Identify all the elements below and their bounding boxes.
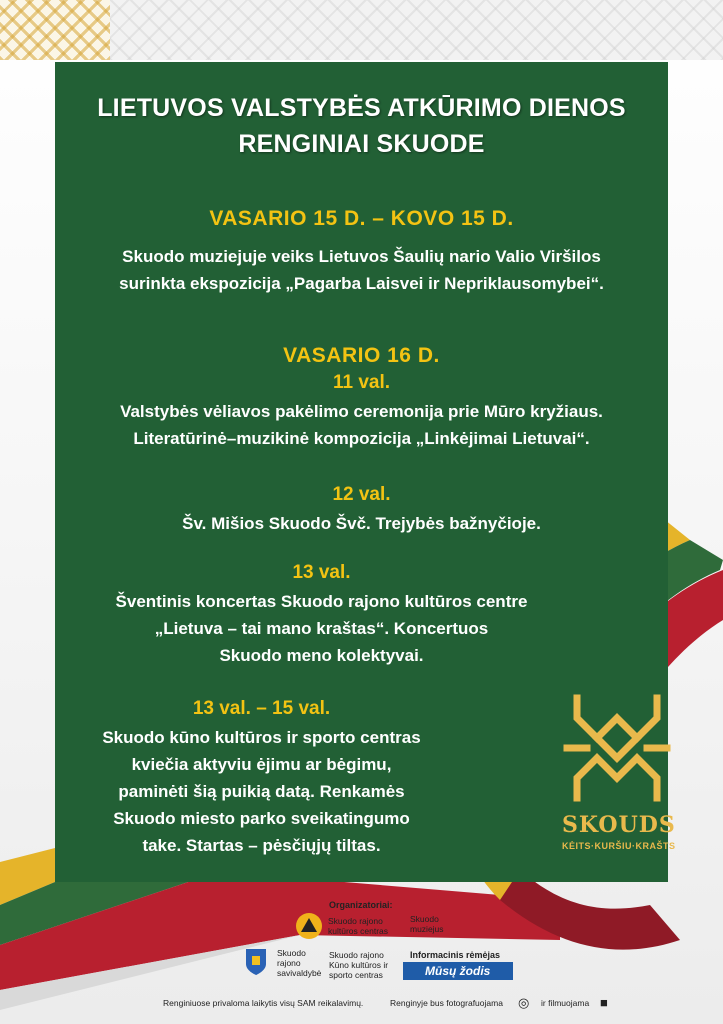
municipality-coat-icon bbox=[245, 948, 267, 976]
time-12: 12 val. bbox=[332, 484, 391, 505]
period-line2: surinkta ekspozicija „Pagarba Laisvei ir Nepriklausomybei“. bbox=[119, 274, 604, 293]
day-date: VASARIO 16 D. bbox=[283, 344, 440, 367]
period-line1: Skuodo muziejuje veiks Lietuvos Šaulių nario Valio Viršilos bbox=[122, 247, 601, 266]
footer-film-note: ir filmuojama bbox=[541, 998, 590, 1008]
t4-line5: take. Startas – pėsčiųjų tiltas. bbox=[142, 836, 381, 855]
municipality-label: Skuodo rajono savivaldybė bbox=[277, 948, 322, 978]
t3-line3: Skuodo meno kolektyvai. bbox=[219, 646, 424, 665]
skuods-logo bbox=[562, 688, 676, 878]
t1-line2: Literatūrinė–muzikinė kompozicija „Linkėjimai Lietuvai“. bbox=[133, 429, 590, 448]
culture-center-icon bbox=[295, 912, 323, 940]
ornament-logo-icon bbox=[562, 688, 672, 808]
video-camera-icon: ■ bbox=[600, 995, 608, 1010]
time-13: 13 val. bbox=[292, 562, 351, 583]
t4-line3: paminėti šią puikią datą. Renkamės bbox=[118, 782, 405, 801]
period-date: VASARIO 15 D. – KOVO 15 D. bbox=[209, 207, 514, 230]
event-day bbox=[55, 342, 668, 452]
museum-label: Skuodo muziejus bbox=[410, 914, 444, 934]
t4-line2: kviečia aktyviu ėjimu ar bėgimu, bbox=[131, 755, 392, 774]
time-13-15: 13 val. – 15 val. bbox=[192, 698, 331, 719]
musu-zodis-logo: Mūsų žodis bbox=[403, 962, 513, 980]
camera-icon: ◎ bbox=[518, 995, 530, 1010]
culture-center-label: Skuodo rajono kultūros centras bbox=[328, 916, 388, 936]
t1-line1: Valstybės vėliavos pakėlimo ceremonija prie Mūro kryžiaus. bbox=[120, 402, 603, 421]
organizers-heading: Organizatoriai: bbox=[329, 900, 393, 910]
page-title-line1: LIETUVOS VALSTYBĖS ATKŪRIMO DIENOS bbox=[97, 94, 626, 122]
t2-line1: Šv. Mišios Skuodo Švč. Trejybės bažnyčioje. bbox=[182, 514, 541, 533]
footer-photo-note: Renginyje bus fotografuojama bbox=[390, 998, 503, 1008]
t4-line4: Skuodo miesto parko sveikatingumo bbox=[113, 809, 410, 828]
event-period bbox=[55, 205, 668, 297]
media-sponsor-heading: Informacinis rėmėjas bbox=[410, 950, 501, 960]
event-13 bbox=[15, 560, 628, 669]
event-13-15 bbox=[0, 696, 568, 859]
t4-line1: Skuodo kūno kultūros ir sporto centras bbox=[102, 728, 421, 747]
logo-name: SKOUDS bbox=[562, 812, 676, 838]
page-title-line2: RENGINIAI SKUODE bbox=[238, 130, 485, 158]
t3-line2: „Lietuva – tai mano kraštas“. Koncertuos bbox=[154, 619, 489, 638]
logo-tagline: KĖITS·KURŠIU·KRAŠTS bbox=[562, 841, 676, 851]
time-11: 11 val. bbox=[332, 372, 391, 393]
sport-center-label: Skuodo rajono Kūno kultūros ir sporto centras bbox=[329, 950, 389, 980]
event-12 bbox=[55, 482, 668, 537]
t3-line1: Šventinis koncertas Skuodo rajono kultūros centre bbox=[115, 592, 528, 611]
footer-rules: Renginiuose privaloma laikytis visų SAM reikalavimų. bbox=[163, 998, 364, 1008]
